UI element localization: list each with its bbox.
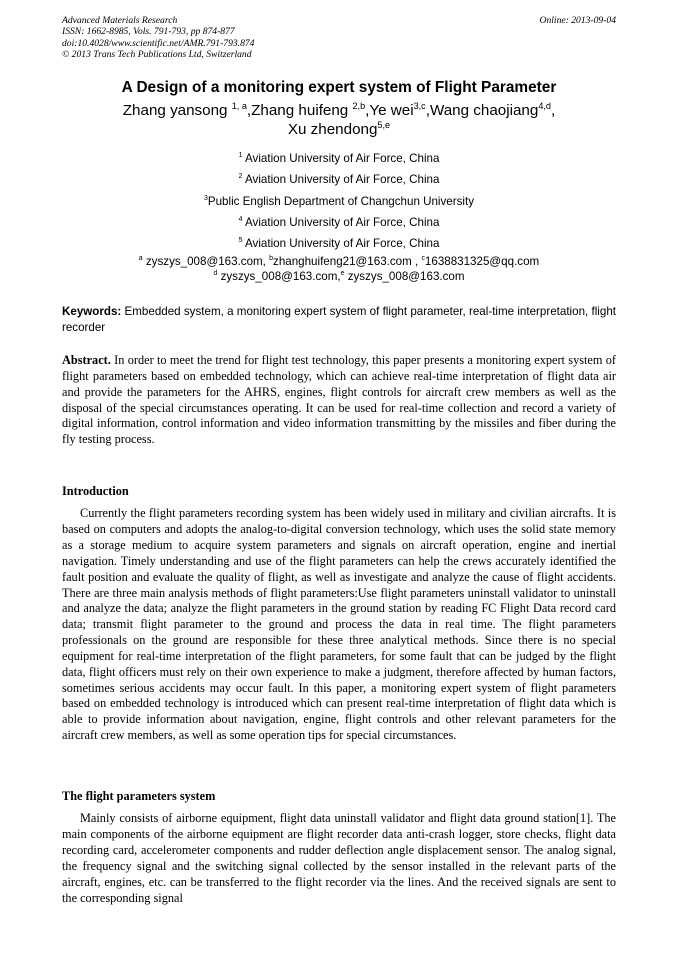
doi-line: doi:10.4028/www.scientific.net/AMR.791-793.874 <box>62 37 255 49</box>
affiliation <box>62 233 616 254</box>
email-marker: a <box>138 255 143 263</box>
email-address: zyszys_008@163.com <box>344 269 465 283</box>
flight-system-section <box>62 789 616 906</box>
author-name: Xu zhendong <box>287 121 378 138</box>
affiliation <box>62 169 616 190</box>
keywords-label: Keywords: <box>62 305 122 318</box>
keywords-block <box>62 304 616 335</box>
paper-title: A Design of a monitoring expert system of Flight Parameter <box>121 79 557 96</box>
introduction-paragraph: Currently the flight parameters recording system has been widely used in military and civilian aircrafts. It is based on computers and adopts the analog-to-digital conversion technology, which uses the solid state memory as a storage medium to acquire system parameters and signals on aircraft operation, engine and inertial navigation. Timely understanding and use of the flight parameters can help the crews accurately identified the fault position and evaluate the quality of flight, as well as investigate and analyze the cause of flight accidents. There are three main analysis methods of flight parameters:Use flight parameters uninstall validator to uninstall and analyze the data; analyze the flight parameters in the ground station by reading FC Flight Data record card data; transmit flight parameter to the ground and process the data in real time. The flight parameters professionals on the ground are responsible for these three analytical methods. Since there is no special equipment for real-time interpretation of the flight parameters, for some fault that can be judged by the flight data, flight officers must rely on their own experience to make a judgment, therefore affected by human factors, sometimes serious accidents may occur fault. In this paper, a monitoring expert system of flight parameters based on embedded technology is introduced which can present real-time interpretation of flight data which is able to provide information about navigation, engine, flight controls and other relevant parameters for the aircraft crew members, as well as some operation tips for special circumstances. <box>62 506 616 743</box>
keywords-text: Embedded system, a monitoring expert system of flight parameter, real-time interpretation, flight recorder <box>62 305 616 334</box>
email-address: 1638831325@qq.com <box>424 255 540 268</box>
journal-header <box>62 15 254 61</box>
author-name: Zhang yansong <box>122 102 232 119</box>
affiliation <box>62 191 616 212</box>
author-name: ,Wang chaojiang <box>425 102 539 119</box>
email-address: zhanghuifeng21@163.com , <box>273 255 422 268</box>
abstract-block <box>62 353 616 448</box>
flight-system-paragraph: Mainly consists of airborne equipment, flight data uninstall validator and flight data ground station[1]. The main components of the airborne equipment are flight recorder data anti-crash logger, store checks, flight data recording card, accelerometer components and rudder deflection angle displacement sensor. The analog signal, the frequency signal and the switching signal collected by the sensor installed in the relevant parts of the aircraft, engines, etc. can be transferred to the flight recorder via the lines. And the received signals are sent to the corresponding signal <box>62 811 616 905</box>
issn-line: ISSN: 1662-8985, Vols. 791-793, pp 874-877 <box>62 26 235 38</box>
affiliation-text: Aviation University of Air Force, China <box>242 237 440 251</box>
affiliation-text: Public English Department of Changchun University <box>207 194 475 208</box>
abstract-text: In order to meet the trend for flight test technology, this paper presents a monitoring expert system of flight parameters based on embedded technology, which can achieve real-time interpretation of flight data air and provide the parameters for the AHRS, engines, flight controls for aircraft crew members as well as the disposal of the special circumstances operating. It can be used for real-time collection and record a variety of digital information, control information and video information transmitting by the missiles and fiber during the fly testing process. <box>62 353 616 447</box>
email-address: zyszys_008@163.com, <box>142 255 270 268</box>
section-heading-flight-system: The flight parameters system <box>62 789 216 803</box>
author-separator: , <box>550 102 556 119</box>
author-marker: 5,e <box>377 119 391 130</box>
section-heading-introduction: Introduction <box>62 484 129 498</box>
email-marker: d <box>213 269 218 277</box>
copyright-line: © 2013 Trans Tech Publications Ltd, Switzerland <box>62 49 252 61</box>
affiliation-marker: 1 <box>238 152 243 160</box>
online-date: Online: 2013-09-04 <box>539 15 616 26</box>
email-marker: c <box>421 255 425 263</box>
email-list <box>62 255 616 285</box>
affiliation-marker: 4 <box>238 216 243 224</box>
affiliation-text: Aviation University of Air Force, China <box>242 173 440 187</box>
abstract-label: Abstract. <box>62 353 111 367</box>
affiliation-marker: 5 <box>238 237 243 245</box>
affiliation <box>62 148 616 169</box>
introduction-section <box>62 484 616 744</box>
email-address: zyszys_008@163.com, <box>217 269 341 283</box>
affiliation-text: Aviation University of Air Force, China <box>242 152 440 165</box>
author-name: ,Zhang huifeng <box>246 102 353 119</box>
affiliation-marker: 2 <box>238 173 243 181</box>
author-marker: 4,d <box>538 100 551 111</box>
affiliation-list <box>62 148 616 254</box>
affiliation-marker: 3 <box>203 194 208 202</box>
journal-name: Advanced Materials Research <box>62 15 178 26</box>
author-marker: 1, a <box>231 100 247 111</box>
author-list <box>62 101 616 139</box>
affiliation-text: Aviation University of Air Force, China <box>242 215 440 229</box>
email-marker: b <box>269 255 274 263</box>
author-marker: 3,c <box>413 100 426 111</box>
author-name: ,Ye wei <box>365 102 414 119</box>
author-marker: 2,b <box>352 100 366 111</box>
email-marker: e <box>340 269 345 277</box>
affiliation <box>62 212 616 233</box>
